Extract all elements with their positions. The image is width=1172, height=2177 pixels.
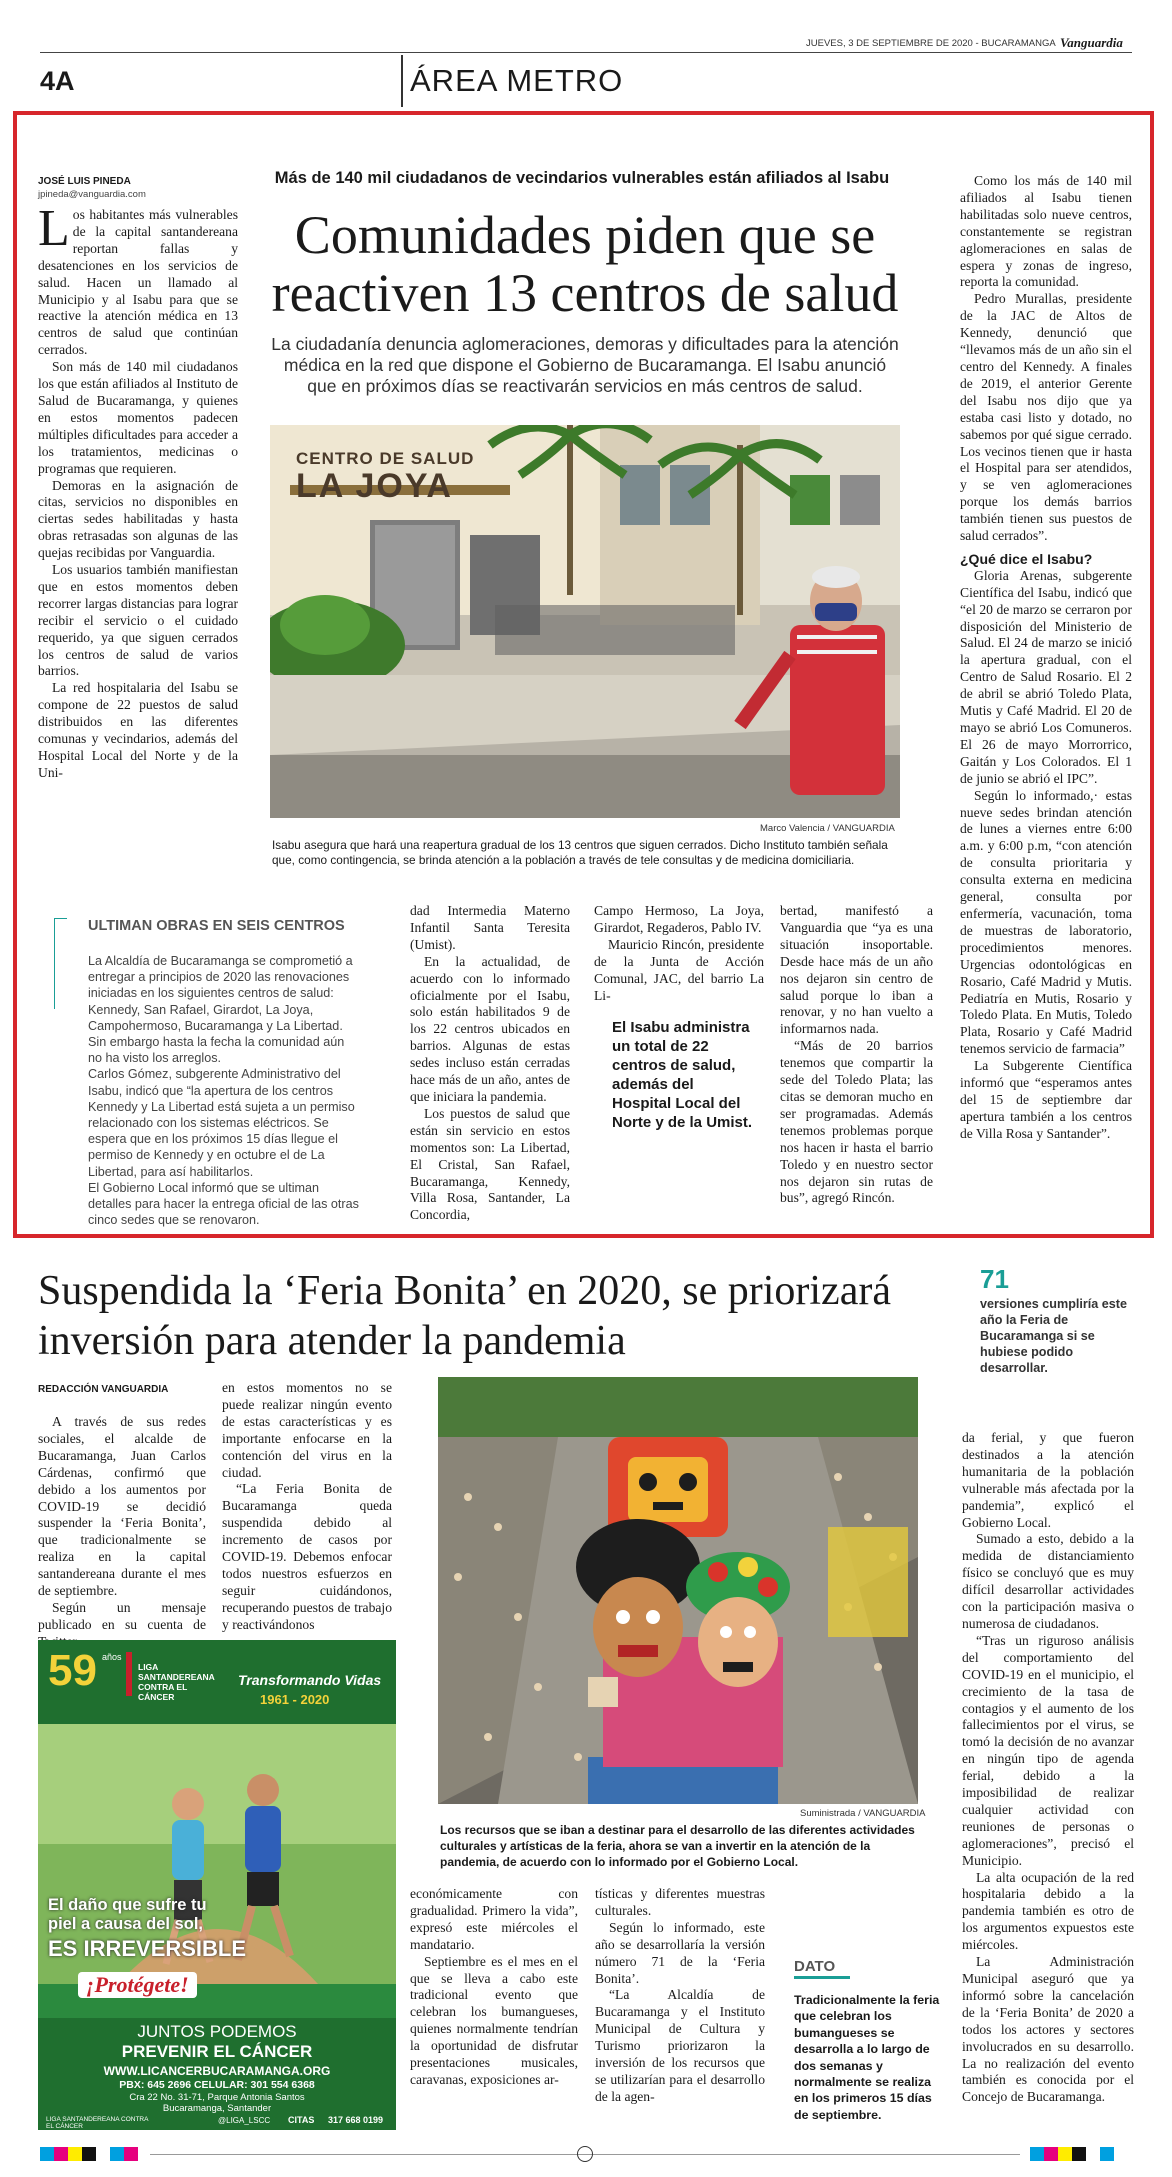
article1-col1 (38, 200, 238, 782)
sidebar-bracket (54, 918, 67, 1009)
paragraph: Campo Hermoso, La Joya, Girardot, Regaderos, Pablo IV. (594, 903, 764, 935)
section-title: ÁREA METRO (410, 63, 624, 98)
pullquote: El Isabu administra un total de 22 centros de salud, además del Hospital Local del Norte y de la Umist. (612, 1019, 753, 1131)
paragraph: Demoras en la asignación de citas, servicios no disponibles en ciertas sedes habilitadas y hasta obras retrasadas son algunas de las quejas recibidas por Vanguardia. (38, 477, 238, 561)
ad-citas-label: CITAS (288, 2115, 315, 2125)
brand-logo: Vanguardia (1060, 35, 1123, 50)
ad-message (48, 1896, 207, 1934)
ad-org-name (138, 1662, 215, 1702)
cancer-league-ad (38, 1640, 396, 2130)
stat-text: versiones cumpliría este año la Feria de Bucaramanga si se hubiese podido desarrollar. (980, 1297, 1127, 1375)
registration-crosshair-icon (577, 2146, 593, 2162)
paragraph: Los puestos de salud que están sin servicio en estos momentos son: La Libertad, El Cristal, San Rafael, Bucaramanga, Kennedy, Villa Rosa, Santander, La Concordia, (410, 1105, 570, 1223)
article1-col3 (594, 903, 764, 1004)
article2-col2 (222, 1380, 392, 1634)
paragraph: os habitantes más vulnerables de la capital santandereana reportan fallas y desatenciones en los servicios de salud. Hacen un llamado al Municipio y al Isabu para que se reactive la atención médica en 13 centros de salud que continúan cerrados. (38, 207, 238, 358)
paragraph: Septiembre es el mes en el que se lleva a cabo este tradicional evento que celebran los bumangueses, quienes normalmente tendrían la oportunidad de disfrutar presentaciones musicales, caravanas, exposiciones ar- (410, 1953, 578, 2087)
sidebar-body (88, 953, 360, 1228)
paragraph: tísticas y diferentes muestras culturales. (595, 1886, 765, 1918)
page-number: 4A (40, 66, 75, 96)
article2-col4 (595, 1886, 765, 2106)
ad-protect: ¡Protégete! (78, 1972, 197, 1998)
drop-cap: L (38, 200, 70, 257)
article1-col4 (780, 903, 933, 1207)
parade-illustration (438, 1377, 918, 1804)
article1-right-col (960, 173, 1132, 1143)
ad-slogan: Transformando Vidas (238, 1672, 382, 1688)
article-kicker: Más de 140 mil ciudadanos de vecindarios vulnerables están afiliados al Isabu (274, 169, 890, 187)
paragraph: Los usuarios también manifiestan que en estos momentos deben recorrer largas distancias para lograr recibir el servicio o el cuidado requerido, ya que siguen cerrados los centros de salud de varios barrios. (38, 562, 238, 679)
ad-footer-org: LIGA SANTANDEREANA CONTRA EL CÁNCER (46, 2116, 149, 2130)
paragraph: En la actualidad, de acuerdo con lo informado oficialmente por el Isabu, solo están habilitados 9 de los 22 centros ubicados en barrios. Algunas de estas sedes incluso están cerradas hace más de un año, antes de que iniciara la pandemia. (410, 953, 570, 1104)
parade-photo-caption: Los recursos que se iban a destinar para el desarrollo de las diferentes actividades culturales y artísticas de la feria, ahora se van a invertir en la atención de la pandemia, de acuerdo con lo informado por el Gobierno Local. (440, 1823, 915, 1869)
author-email: jpineda@vanguardia.com (38, 189, 146, 200)
paragraph: da ferial, y que fueron destinados a la atención humanitaria de la población vulnerable más afectada por la pandemia”, explicó el Gobierno Local. (962, 1430, 1134, 1530)
paragraph: “La Alcaldía de Bucaramanga y el Instituto Municipal de Cultura y Turismo priorizaron la inversión de los recursos que se utilizarían para el desarrollo de la agen- (595, 1987, 765, 2104)
dato-title: DATO (794, 1958, 836, 1975)
ad-org-line4: CÁNCER (138, 1692, 175, 1702)
paragraph: Gloria Arenas, subgerente Científica del Isabu, indicó que “el 20 de marzo se cerraron por disposición del Ministerio de Salud. El 24 de marzo se inició la apertura gradual, con el Centro de Salud Rosario. El 2 de abril se abrió Toledo Plata, Mutis y Café Madrid. El 20 de mayo se abrió Los Comuneros. El 26 de mayo Morrorrico, Gaitán y Los Colorados. El 1 de junio se abrió el IPC”. (960, 567, 1132, 786)
paragraph: Son más de 140 mil ciudadanos los que están afiliados al Instituto de Salud de Bucaramanga, y quienes en estos momentos padecen múltiples dificultades para acceder a los tratamientos, medicinas o programas que requieren. (38, 359, 238, 476)
ad-message-line2: piel a causa del sol, (48, 1915, 203, 1933)
photo-credit: Marco Valencia / VANGUARDIA (760, 823, 895, 834)
stat-number: 71 (980, 1264, 1009, 1294)
dato-text: Tradicionalmente la feria que celebran los bumangueses se desarrolla a lo largo de dos semanas y normalmente se realiza en los primeros 15 días de septiembre. (794, 1993, 940, 2122)
paragraph: La alta ocupación de la red hospitalaria debido a la pandemia también es otro de los argumentos expuestos este miércoles. (962, 1869, 1134, 1953)
paragraph: “La Feria Bonita de Bucaramanga queda suspendida debido al incremento de casos por COVID-19. Debemos enfocar todos nuestros esfuerzos en seguir cuidándonos, recuperando puestos de trabajo y reactivándonos (222, 1481, 392, 1632)
date-line: JUEVES, 3 DE SEPTIEMBRE DE 2020 - BUCARAMANGA (806, 38, 1056, 49)
ad-message-line1: El daño que sufre tu (48, 1896, 207, 1914)
ad-prevent: PREVENIR EL CÁNCER (121, 2042, 313, 2061)
ad-citas-phone: 317 668 0199 (328, 2115, 384, 2125)
paragraph: La Administración Municipal aseguró que ya informó sobre la cancelación de la ‘Feria Bonita’ de 2020 a todos los actores y sectores involucrados en su desarrollo. La no realización del evento también es conocida por el Concejo de Bucaramanga. (962, 1954, 1134, 2105)
subhead: ¿Qué dice el Isabu? (960, 550, 1093, 567)
author-name: JOSÉ LUIS PINEDA (38, 176, 131, 187)
header-rule (40, 52, 1132, 53)
sidebar-paragraph: El Gobierno Local informó que se ultiman detalles para hacer la entrega oficial de las otras cinco sedes que se renovaron. (88, 1180, 359, 1228)
paragraph: bertad, manifestó a Vanguardia que “ya es una situación insoportable. Desde hace más de un año nos dejaron sin centro de salud porque lo iban a renovar, y no han vuelto a informarnos nada. (780, 903, 933, 1037)
paragraph: Según un mensaje publicado en su cuenta de (38, 1599, 206, 1632)
ad-address1: Cra 22 No. 31-71, Parque Antonia Santos (129, 2092, 305, 2103)
article2-headline: Suspendida la ‘Feria Bonita’ en 2020, se priorizará inversión para atender la pandemia (38, 1268, 891, 1364)
ribbon-icon (126, 1652, 132, 1696)
paragraph: “Más de 20 barrios tenemos que compartir la sede del Toledo Plata; las citas se demoran mucho en ser programadas. Además tenemos problemas porque nos hacen ir hasta el barrio Toledo y en nuestro sector nos dejaron sin rutas de bus”, agregó Rincón. (780, 1038, 933, 1206)
paragraph: Según lo informado,· estas nueve sedes brindan atención de lunes a viernes entre 6:00 a.m. y 6:00 p.m, “con atención de consulta prioritaria y consulta externa en medicina general, consulta por enfermería, vacunación, toma de muestras de laboratorio, procedimientos menores. Urgencias odontológicas en Rosario, Café Madrid y Mutis. Pediatría en Mutis, Rosario y Toledo Plata. En Mutis, Toledo Plata, Rosario y Café Madrid tenemos servicio de farmacia” (960, 787, 1132, 1057)
photo-sign-line2: LA JOYA (296, 467, 453, 505)
photo-sign-line1: CENTRO DE SALUD (296, 449, 475, 468)
sidebar-paragraph: Carlos Gómez, subgerente Administrativo del Isabu, indicó que “la apertura de los centros Kennedy y La Libertad está sujeta a un permiso relacionado con los sistemas eléctricos. Se espera que en los próximos 15 días llegue el permiso de Kennedy y en octubre el de La Libertad, para así habilitarlos. (88, 1067, 355, 1179)
registration-color-bar-left (40, 2147, 138, 2161)
ad-org-line2: SANTANDEREANA (138, 1672, 215, 1682)
article-deck: La ciudadanía denuncia aglomeraciones, demoras y dificultades para la atención médica en la red que dispone el Gobierno de Bucaramanga. El Isabu anunció que en próximos días se reactivarán servicios en más centros de salud. (271, 334, 899, 396)
sidebar-title: ULTIMAN OBRAS EN SEIS CENTROS (88, 918, 345, 934)
paragraph: Como los más de 140 mil afiliados al Isabu tienen habilitadas solo nueve centros, constantemente se registran aglomeraciones en salas de espera y zonas de ingreso, reporta la comunidad. (960, 173, 1132, 290)
ad-address2: Bucaramanga, Santander (162, 2103, 272, 2114)
ad-years-range: 1961 - 2020 (260, 1692, 330, 1707)
registration-color-bar-right (1030, 2147, 1114, 2161)
paragraph: Pedro Murallas, presidente de la JAC de Altos de Kennedy, denunció que “llevamos más de un año sin el centro del Kennedy. A finales de 2019, el anterior Gerente del Isabu nos dijo que ya estaba casi listo y dotado, no sabemos por qué sigue cerrado. Los vecinos tienen que ir hasta el Hospital para ser atendidos, y se ven aglomeraciones porque los demás barrios también tienen sus puestos de salud cerrados”. (960, 291, 1132, 544)
ad-org-line3: CONTRA EL (138, 1682, 188, 1692)
article2-right-col (962, 1430, 1134, 2106)
section-divider (401, 55, 403, 107)
ad-website: WWW.LICANCERBUCARAMANGA.ORG (103, 2064, 331, 2078)
ad-phones: PBX: 645 2696 CELULAR: 301 554 6368 (119, 2079, 315, 2091)
article1-col2 (410, 903, 570, 1224)
ad-org-line1: LIGA (138, 1662, 159, 1672)
ad-irreversible: ES IRREVERSIBLE (48, 1936, 247, 1961)
paragraph: A través de sus redes sociales, el alcalde de Bucaramanga, Juan Carlos Cárdenas, confirmó que debido a los aumentos por COVID-19 se decidió suspender la ‘Feria Bonita’, que tradicionalmente se realiza en la capital santandereana durante el mes de septiembre. (38, 1414, 206, 1599)
paragraph: Según lo informado, este año se desarrollaría la versión número 71 de la ‘Feria Bonita’. (595, 1919, 765, 1986)
sidebar-paragraph: La Alcaldía de Bucaramanga se comprometió a entregar a principios de 2020 las renovaciones iniciadas en los siguientes centros de salud: Kennedy, San Rafael, Girardot, La Joya, Campohermoso, Bucaramanga y La Libertad. Sin embargo hasta la fecha la comunidad aún no ha visto los arreglos. (88, 954, 353, 1066)
paragraph: en estos momentos no se puede realizar ningún evento de estas características y es importante enfocarse en la contención del virus en la ciudad. (222, 1380, 392, 1480)
photo-caption: Isabu asegura que hará una reapertura gradual de los 13 centros que siguen cerrados. Dicho Instituto también señala que, como contingencia, se brinda atención a la población a través de tele consultas y de medicina domiciliaria. (272, 838, 888, 867)
paragraph: La Subgerente Científica informó que “esperamos antes del 15 de septiembre dar apertura también a los centros de Villa Rosa y Santander”. (960, 1058, 1132, 1141)
feria-parade-photo (438, 1377, 918, 1804)
article2-col3 (410, 1886, 578, 2089)
health-center-photo (270, 425, 900, 818)
ad-social: @LIGA_LSCC (218, 2116, 271, 2125)
paragraph: “Tras un riguroso análisis del comportamiento del COVID-19 en el municipio, el crecimiento de la tasa de contagios y el aumento de los fallecimientos por el virus, se tomó la decisión de no avanzar en ningún tipo de agenda ferial, debido a la imposibilidad de realizar cualquier actividad con reuniones de personas o aglomeraciones”, precisó el Municipio. (962, 1632, 1134, 1868)
ad-years-word: años (102, 1652, 122, 1662)
article2-col1 (38, 1414, 206, 1651)
ad-together: JUNTOS PODEMOS (137, 2022, 297, 2041)
parade-photo-credit: Suministrada / VANGUARDIA (800, 1808, 926, 1819)
ad-years-number: 59 (48, 1646, 97, 1695)
paragraph: dad Intermedia Materno Infantil Santa Teresita (Umist). (410, 903, 570, 952)
paragraph: económicamente con gradualidad. Primero la vida”, expresó este miércoles el mandatario. (410, 1886, 578, 1952)
paragraph: Sumado a esto, debido a la medida de distanciamiento físico se concluyó que es muy difícil desarrollar actividades con la participación masiva o numerosa de ciudadanos. (962, 1531, 1134, 1631)
paragraph: Mauricio Rincón, presidente de la Junta de Acción Comunal, JAC, del barrio La Li- (594, 936, 764, 1003)
article-headline: Comunidades piden que se reactiven 13 centros de salud (271, 205, 899, 323)
dato-underline (794, 1976, 850, 1979)
article2-author: REDACCIÓN VANGUARDIA (38, 1384, 169, 1395)
paragraph: La red hospitalaria del Isabu se compone de 22 puestos de salud distribuidos en las diferentes comunas y vecindarios, además del Hospital Local del Norte y de la Uni- (38, 680, 238, 780)
